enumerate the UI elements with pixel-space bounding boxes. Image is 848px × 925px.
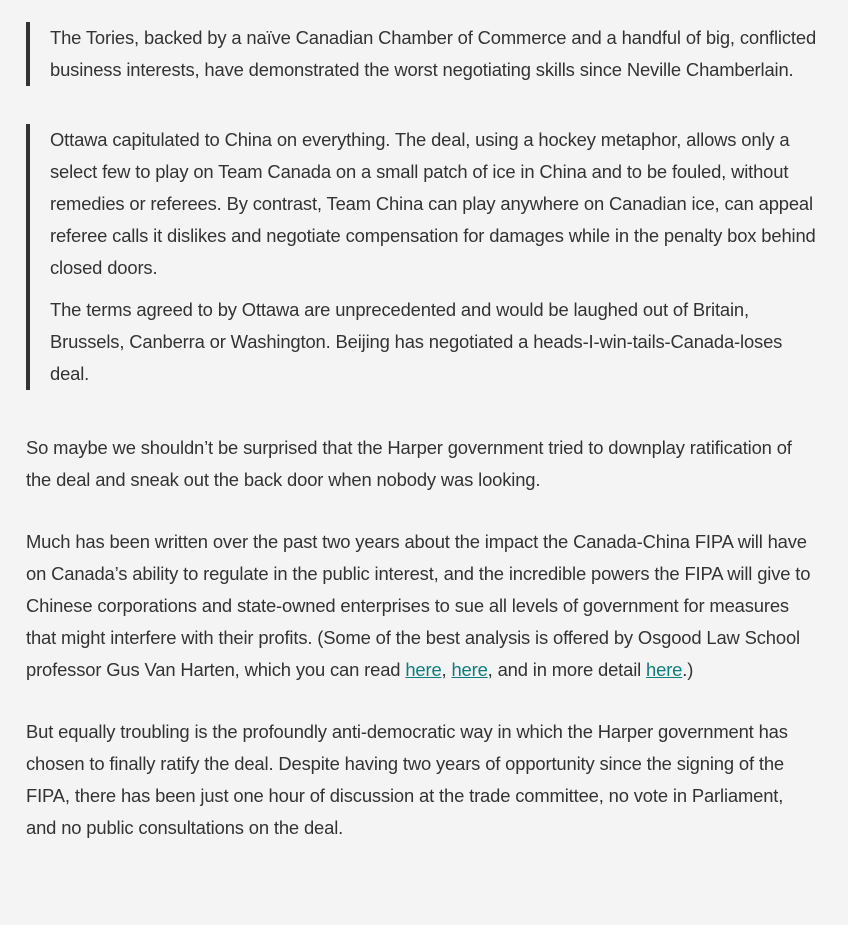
blockquote-hockey-metaphor [26, 124, 818, 390]
body-paragraph-analysis [26, 526, 818, 686]
quote-paragraph: The terms agreed to by Ottawa are unprecedented and would be laughed out of Britain, Brussels, Canberra or Washington. Beijing has negotiated a heads-I-win-tails-Canada-loses deal. [50, 299, 783, 384]
paragraph-text: Much has been written over the past two years about the impact the Canada-China FIPA will have on Canada’s ability to regulate in the public interest, and the incredible powers the FIPA will give to Chinese corporations and state-owned enterprises to sue all levels of government for measures that might interfere with their profits. (Some of the best analysis is offered by Osgood Law School professor Gus Van Harten, which you can read [26, 531, 811, 680]
analysis-link-3[interactable]: here [646, 659, 683, 680]
analysis-link-1[interactable]: here [405, 659, 442, 680]
quote-paragraph: Ottawa capitulated to China on everything. The deal, using a hockey metaphor, allows only a select few to play on Team Canada on a small patch of ice in China and to be fouled, without remedies or referees. By contrast, Team China can play anywhere on Canadian ice, can appeal referee calls it dislikes and negotiate compensation for damages while in the penalty box behind closed doors. [50, 129, 816, 278]
analysis-link-2[interactable]: here [451, 659, 488, 680]
body-paragraph: So maybe we shouldn’t be surprised that the Harper government tried to downplay ratification of the deal and sneak out the back door when nobody was looking. [26, 437, 792, 490]
paragraph-text: , [441, 659, 452, 680]
blockquote-chamberlain [26, 22, 818, 86]
paragraph-text: .) [682, 659, 694, 680]
body-paragraph: But equally troubling is the profoundly anti-democratic way in which the Harper government has chosen to finally ratify the deal. Despite having two years of opportunity since the signing of the FIPA, there has been just one hour of discussion at the trade committee, no vote in Parliament, and no public consultations on the deal. [26, 721, 788, 838]
paragraph-text: , and in more detail [487, 659, 647, 680]
quote-paragraph: The Tories, backed by a naïve Canadian Chamber of Commerce and a handful of big, conflicted business interests, have demonstrated the worst negotiating skills since Neville Chamberlain. [50, 27, 817, 80]
